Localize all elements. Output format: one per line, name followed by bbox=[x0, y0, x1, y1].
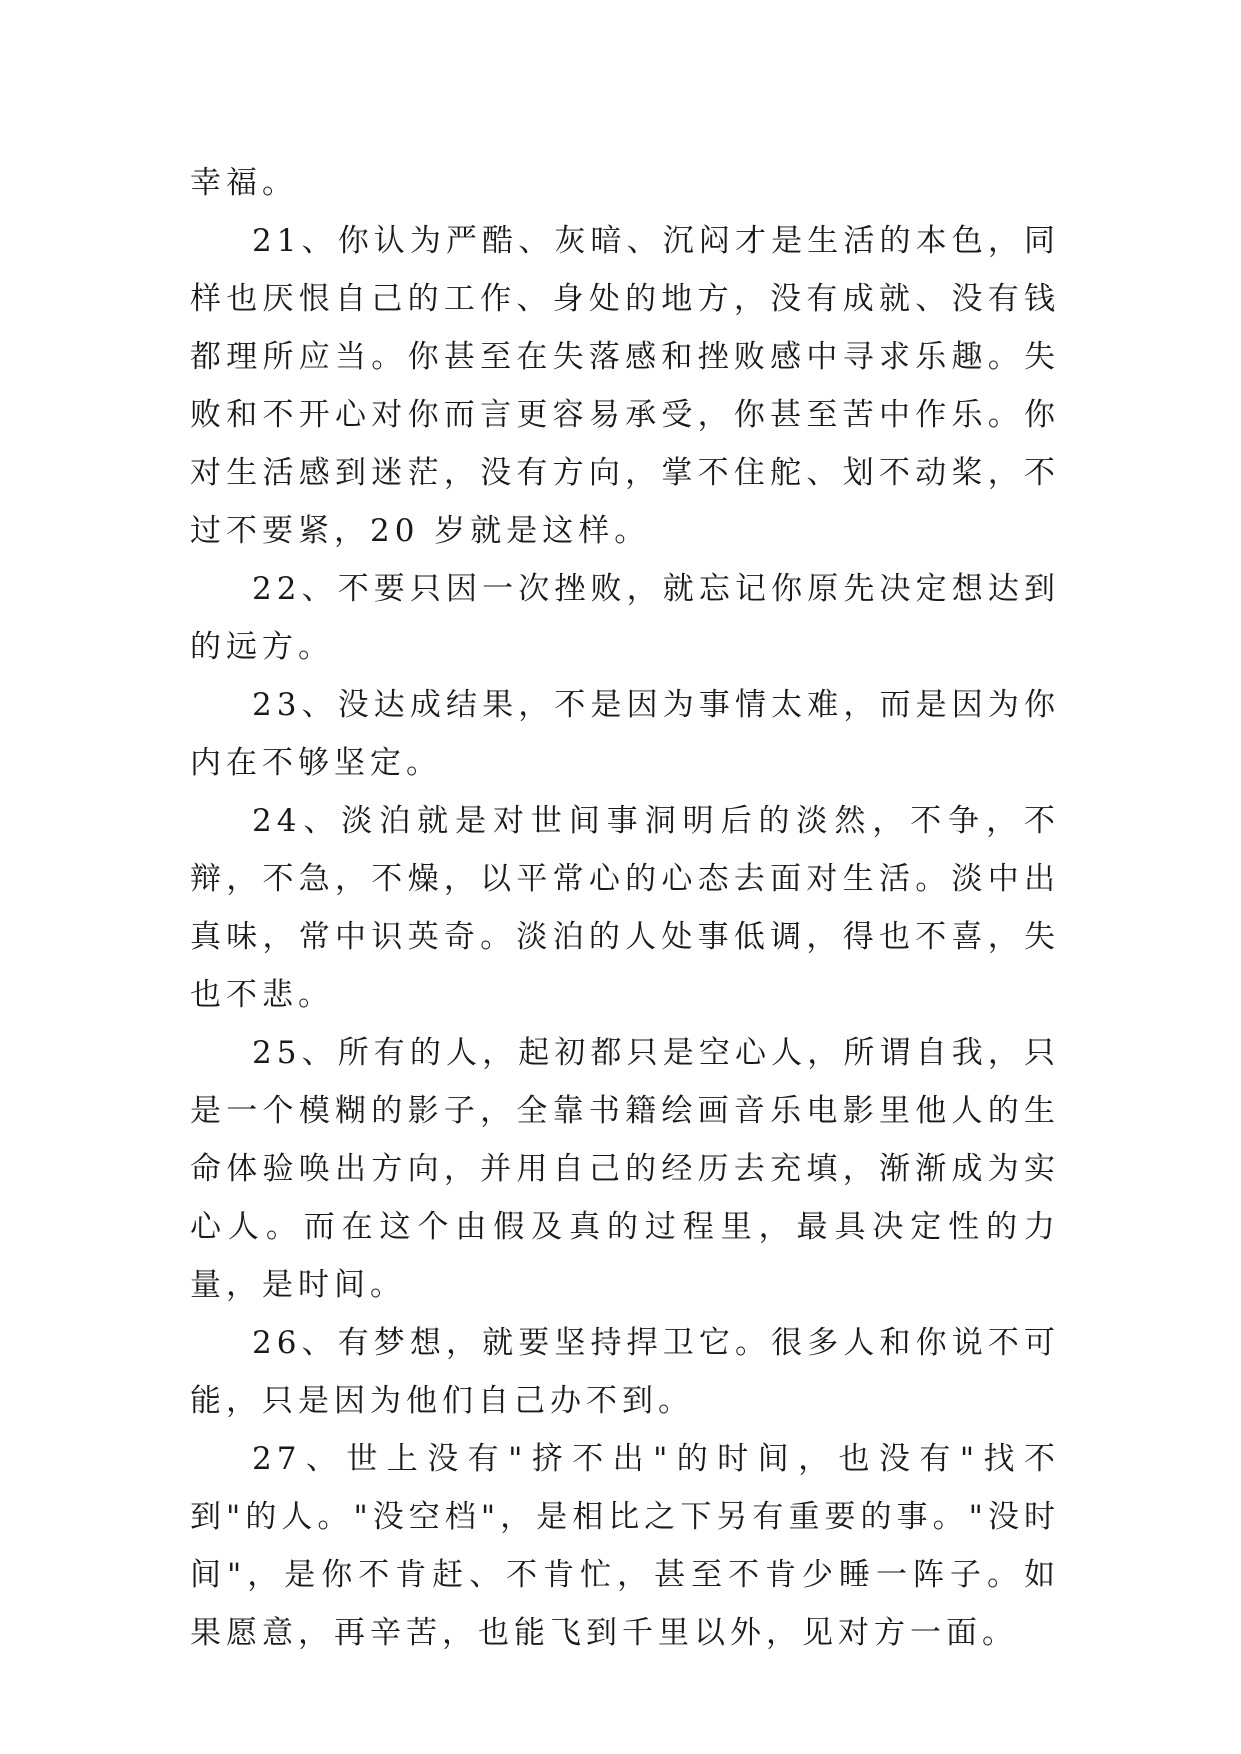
paragraph-fragment: 幸福。 bbox=[190, 165, 298, 201]
paragraph-27: 27、世上没有"挤不出"的时间，也没有"找不到"的人。"没空档"，是相比之下另有重要的事。"没时间"，是你不肯赶、不肯忙，甚至不肯少睡一阵子。如果愿意，再辛苦，也能飞到千里以外，见对方一面。 bbox=[190, 1441, 1060, 1651]
paragraph-24: 24、淡泊就是对世间事洞明后的淡然，不争，不辩，不急，不燥，以平常心的心态去面对生活。淡中出真味，常中识英奇。淡泊的人处事低调，得也不喜，失也不悲。 bbox=[190, 803, 1060, 1013]
paragraph-22: 22、不要只因一次挫败，就忘记你原先决定想达到的远方。 bbox=[190, 571, 1060, 665]
paragraph-25: 25、所有的人，起初都只是空心人，所谓自我，只是一个模糊的影子，全靠书籍绘画音乐电影里他人的生命体验唤出方向，并用自己的经历去充填，渐渐成为实心人。而在这个由假及真的过程里，最具决定性的力量，是时间。 bbox=[190, 1035, 1060, 1303]
paragraph-23: 23、没达成结果，不是因为事情太难，而是因为你内在不够坚定。 bbox=[190, 687, 1060, 781]
paragraph-21: 21、你认为严酷、灰暗、沉闷才是生活的本色，同样也厌恨自己的工作、身处的地方，没有成就、没有钱都理所应当。你甚至在失落感和挫败感中寻求乐趣。失败和不开心对你而言更容易承受，你甚至苦中作乐。你对生活感到迷茫，没有方向，掌不住舵、划不动桨，不过不要紧，20 岁就是这样。 bbox=[190, 223, 1060, 549]
document-body bbox=[190, 154, 1060, 1662]
paragraph-26: 26、有梦想，就要坚持捍卫它。很多人和你说不可能，只是因为他们自己办不到。 bbox=[190, 1325, 1060, 1419]
